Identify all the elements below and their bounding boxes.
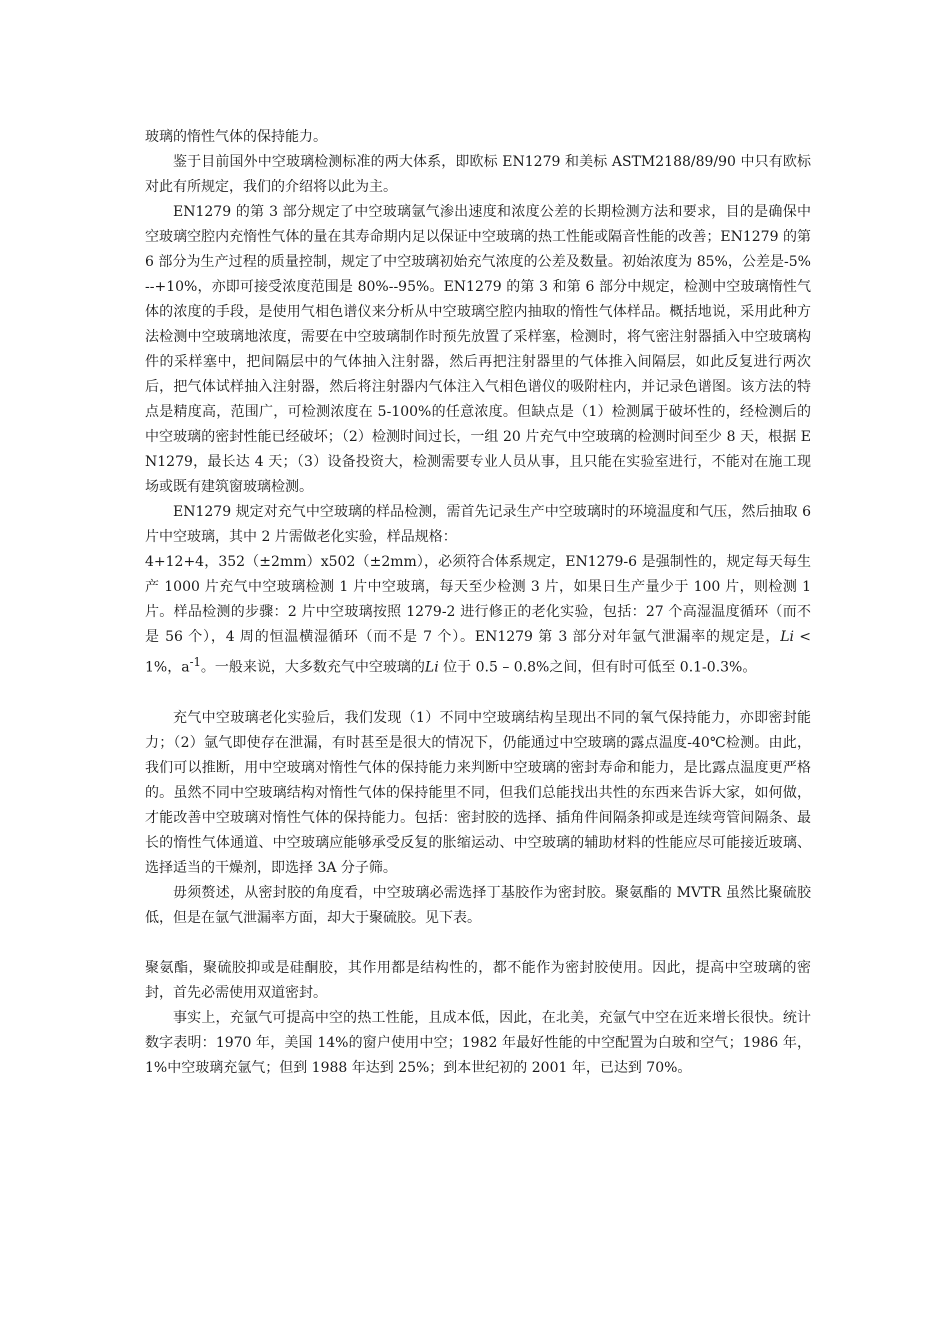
sample-spec-paragraph <box>145 550 811 681</box>
paragraph-8: 事实上，充氩气可提高中空的热工性能，且成本低，因此，在北美，充氩气中空在近来增长很快。统计数字表明：1970 年，美国 14%的窗户使用中空；1982 年最好性能的中空配置为白玻和空气；1986 年，1%中空玻璃充氩气；但到 1988 年达到 25%；到本世纪初的 2001 年，已达到 70%。 <box>145 1009 811 1076</box>
paragraph-2: 鉴于目前国外中空玻璃检测标准的两大体系，即欧标 EN1279 和美标 ASTM2188/89/90 中只有欧标对此有所规定，我们的介绍将以此为主。 <box>145 154 811 195</box>
paragraph-3: EN1279 的第 3 部分规定了中空玻璃氩气渗出速度和浓度公差的长期检测方法和要求，目的是确保中空玻璃空腔内充惰性气体的量在其寿命期内足以保证中空玻璃的热工性能或隔音性能的改善；EN1279 的第 6 部分为生产过程的质量控制，规定了中空玻璃初始充气浓度的公差及数量。初始浓度为 85%，公差是-5%--+10%，亦即可接受浓度范围是 80%--95%。EN1279 的第 3 和第 6 部分中规定，检测中空玻璃惰性气体的浓度的手段，是使用气相色谱仪来分析从中空玻璃空腔内抽取的惰性气体样品。概括地说，采用此种方法检测中空玻璃地浓度，需要在中空玻璃制作时预先放置了采样塞，检测时，将气密注射器插入中空玻璃构件的采样塞中，把间隔层中的气体抽入注射器，然后再把注射器里的气体推入间隔层，如此反复进行两次后，把气体试样抽入注射器，然后将注射器内气体注入气相色谱仪的吸附柱内，并记录色谱图。该方法的特点是精度高，范围广，可检测浓度在 5-100%的任意浓度。但缺点是（1）检测属于破坏性的，经检测后的中空玻璃的密封性能已经破坏；（2）检测时间过长，一组 20 片充气中空玻璃的检测时间至少 8 天，根据 EN1279，最长达 4 天；（3）设备投资大，检测需要专业人员从事，且只能在实验室进行，不能对在施工现场或既有建筑窗玻璃检测。 <box>145 204 811 495</box>
li-symbol: Li <box>780 629 794 645</box>
sample-spec-text-4: 位于 0.5 – 0.8%之间，但有时可低至 0.1-0.3%。 <box>438 659 757 676</box>
sample-spec-text-1: 4+12+4，352（±2mm）x502（±2mm），必须符合体系规定，EN1279-6 是强制性的，规定每天每生产 1000 片充气中空玻璃检测 1 片中空玻璃，每天至少检测 3 片，如果日生产量少于 100 片，则检测 1 片。样品检测的步骤：2 片中空玻璃按照 1279-2 进行修正的老化实验，包括：27 个高湿温度循环（而不是 56 个），4 周的恒温横湿循环（而不是 7 个）。EN1279 第 3 部分对年氩气泄漏率的规定是， <box>145 554 811 645</box>
unit-superscript: -1 <box>189 655 201 669</box>
sample-spec-text-3: 。一般来说，大多数充气中空玻璃的 <box>200 659 425 676</box>
paragraph-5: 充气中空玻璃老化实验后，我们发现（1）不同中空玻璃结构呈现出不同的氧气保持能力，亦即密封能力；（2）氩气即使存在泄漏，有时甚至是很大的情况下，仍能通过中空玻璃的露点温度-40℃检测。由此，我们可以推断，用中空玻璃对惰性气体的保持能力来判断中空玻璃的密封寿命和能力，是比露点温度更严格的。虽然不同中空玻璃结构对惰性气体的保持能里不同，但我们总能找出共性的东西来告诉大家，如何做，才能改善中空玻璃对惰性气体的保持能力。包括：密封胶的选择、插角件间隔条抑或是连续弯管间隔条、最长的惰性气体通道、中空玻璃应能够承受反复的胀缩运动、中空玻璃的辅助材料的性能应尽可能接近玻璃、选择适当的干燥剂，即选择 3A 分子筛。 <box>145 709 811 876</box>
paragraph-4: EN1279 规定对充气中空玻璃的样品检测，需首先记录生产中空玻璃时的环境温度和气压，然后抽取 6 片中空玻璃，其中 2 片需做老化实验，样品规格： <box>145 504 811 545</box>
li-symbol: Li <box>424 659 439 676</box>
document-page <box>145 125 811 1081</box>
paragraph-7: 聚氨酯，聚硫胶抑或是硅酮胶，其作用都是结构性的，都不能作为密封胶使用。因此，提高中空玻璃的密封，首先必需使用双道密封。 <box>145 959 811 1001</box>
sample-spec-text-2: <1%，a <box>145 629 811 676</box>
paragraph-6: 毋须赘述，从密封胶的角度看，中空玻璃必需选择丁基胶作为密封胶。聚氨酯的 MVTR 虽然比聚硫胶低，但是在氩气泄漏率方面，却大于聚硫胶。见下表。 <box>145 884 811 926</box>
paragraph-1: 玻璃的惰性气体的保持能力。 <box>145 129 327 145</box>
